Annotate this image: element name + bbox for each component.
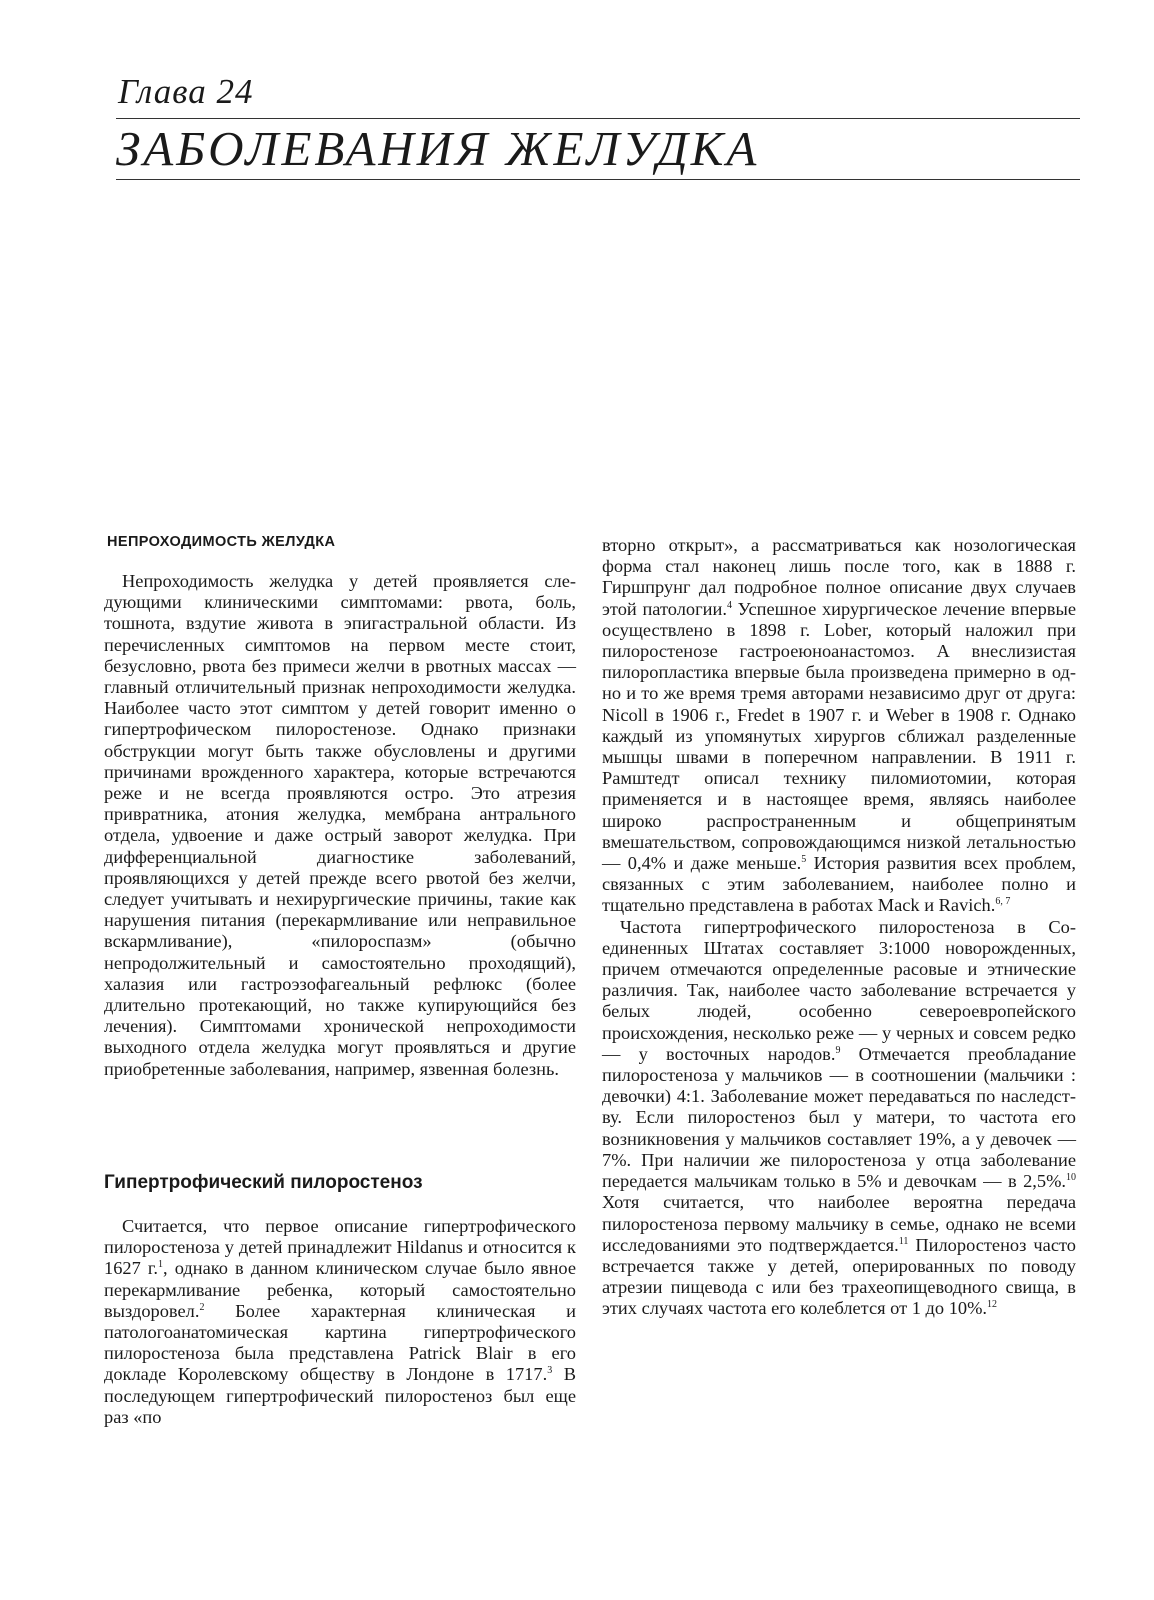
text-segment: Успешное хирургическое лечение впервые осуществлено в 1898 г. Lober, который наложил при пилоростенозе гастроеюноанастомоз. А внеслизистая пилоропластика впервые была произведена примерно в одно и то же время тремя авторами независимо друг от друга: Nicoll в 1906 г., Fredet в 1907 г. и Weber в 1908 г. Однако каждый из упомянутых хирургов сближал разделенные мышцы швами в поперечном направлении. В 1911 г. Рамштедт описал технику пиломиотомии, которая применяется и в настоящее время, являясь наиболее широко распространенным и общепринятым вмешательством, сопровождающимся низкой летальностью — 0,4% и даже меньше. (602, 598, 1077, 874)
paragraph-history-continued (602, 535, 1076, 917)
text-segment: История развития всех проблем, связанных с этим заболеванием, наиболее полно и тщательно представлена в работах Mack и Ravich. (602, 853, 1076, 916)
text-segment: , однако в данном клиническом случае было явное перекармливание ребенка, который самостоятельно выздоровел. (104, 1258, 576, 1321)
footnote-ref: 10 (1066, 1172, 1076, 1184)
text-segment: Отмечается преобладание пилоростеноза у мальчиков — в соотношении (мальчики : девочки) 4:1. Заболевание может передаваться по наследству. Если пилоростеноз был у матери, то частота его возникновения у мальчиков составляет 19%, а у девочек — 7%. При наличии же пилоростеноза у отца заболевание передается мальчикам только в 5% и девочкам — в 2,5%. (602, 1043, 1076, 1192)
paragraph-epidemiology (602, 917, 1076, 1320)
footnote-ref: 3 (547, 1365, 553, 1377)
footnote-ref: 2 (199, 1301, 205, 1313)
footnote-ref: 9 (835, 1044, 841, 1056)
left-column-bottom (104, 1216, 576, 1428)
text-segment: Считается, что первое описание гипертрофического пилоростеноза у детей принадлежит Hildanus и относится к 1627 г. (104, 1216, 576, 1279)
text-segment: Более характерная клиническая и патологоанатомическая картина гипертрофического пилоростеноза была представлена Patrick Blair в его докладе Королевскому обществу в Лондоне в 1717. (104, 1300, 576, 1385)
right-column (602, 535, 1076, 1320)
text-segment: вторно открыт», а рассматриваться как нозологическая форма стал наконец лишь после того, как в 1888 г. Гиршпрунг дал подробное полное описание двух случаев этой патологии. (602, 535, 1076, 619)
footnote-ref: 1 (157, 1259, 163, 1271)
chapter-label: Глава 24 (118, 72, 254, 111)
title-rule-top (116, 118, 1080, 119)
left-column-top (104, 571, 576, 1080)
paragraph-history-start (104, 1216, 576, 1428)
text-segment: В последующем гипертрофический пилоростеноз был еще раз «по (104, 1364, 576, 1427)
title-rule-bottom (116, 179, 1080, 180)
text-segment: Пилоростеноз часто встречается также у детей, оперированных по поводу атрезии пищевода с или без трахеопищеводного свища, в этих случаях частота его колеблется от 1 до 10%. (602, 1234, 1076, 1319)
subsection-heading: Гипертрофический пилоростеноз (104, 1172, 423, 1193)
footnote-ref: 12 (987, 1299, 997, 1311)
section-heading: НЕПРОХОДИМОСТЬ ЖЕЛУДКА (107, 534, 336, 550)
footnote-ref: 11 (898, 1235, 909, 1247)
paragraph-obstruction: Непроходимость желудка у детей проявляется следующими клиническими симптомами: рвота, боль, тошнота, вздутие живота в эпигастральной области. Из перечисленных симптомов на первом месте стоит, безусловно, рвота без примеси желчи в рвотных массах — главный отличительный признак непроходимости желудка. Наиболее часто этот симптом у детей говорит именно о гипертрофическом пилоростенозе. Однако признаки обструкции могут быть также обусловлены и другими причинами врожденного характера, которые встречаются реже и не всегда проявляются остро. Это атрезия привратника, атония желудка, мембрана антрального отдела, удвоение и даже острый заворот желудка. При дифференциальной диагностике заболеваний, проявляющихся у детей прежде всего рвотой без желчи, следует учитывать и нехирургические причины, такие как нарушения питания (перекармливание или неправильное вскармливание), «пилороспазм» (обычно непродолжительный и самостоятельно проходящий), халазия или гастроэзофагеальный рефлюкс (более длительно протекающий, но также купирующийся без лечения). Симптомами хронической непроходимости выходного отдела желудка могут проявляться и другие приобретенные заболевания, например, язвенная болезнь. (104, 571, 576, 1079)
text-segment: Хотя считается, что наиболее вероятна передача пилоростеноза первому мальчику в семье, однако не всеми исследованиями это подтверждается. (602, 1192, 1076, 1255)
footnote-ref: 5 (801, 854, 807, 866)
footnote-ref: 6, 7 (995, 896, 1011, 908)
footnote-ref: 4 (726, 599, 732, 611)
chapter-title: ЗАБОЛЕВАНИЯ ЖЕЛУДКА (116, 121, 760, 176)
text-segment: Частота гипертрофического пилоростеноза в Соединенных Штатах составляет 3:1000 новорожденных, причем отмечаются определенные расовые и этнические различия. Так, наиболее часто заболевание встречается у белых людей, особенно североевропейского происхождения, несколько реже — у черных и совсем редко — у восточных народов. (602, 916, 1076, 1064)
